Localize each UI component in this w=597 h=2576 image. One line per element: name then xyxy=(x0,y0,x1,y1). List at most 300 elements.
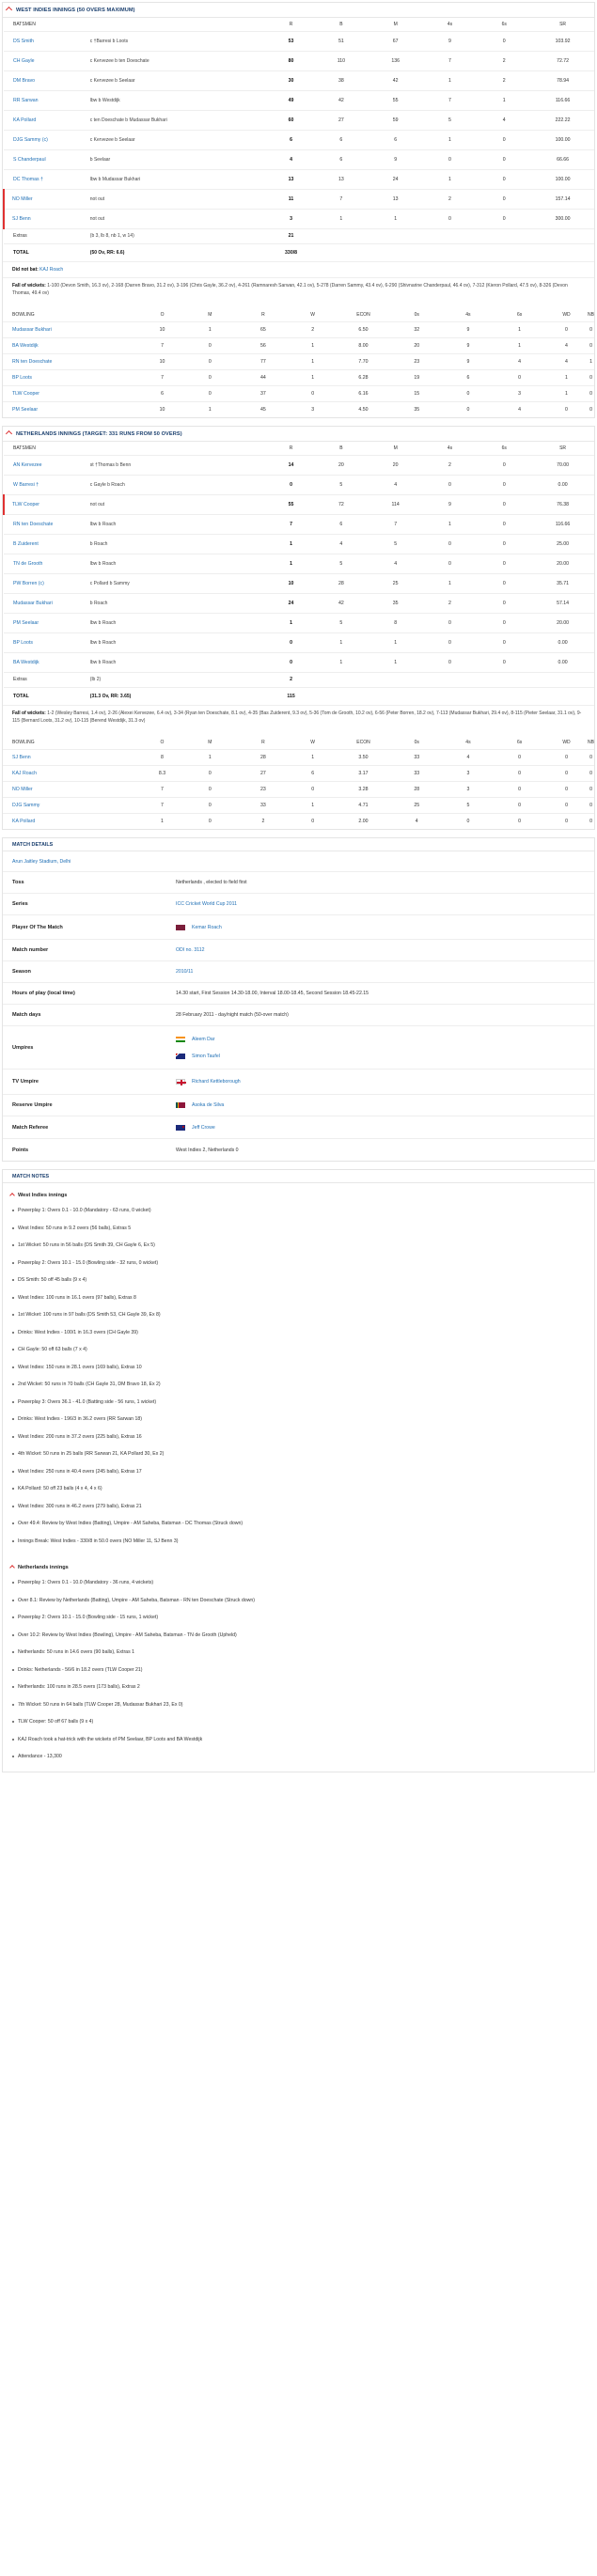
col-dots: 0s xyxy=(414,311,419,318)
batsman-name-link[interactable]: PM Seelaar xyxy=(4,613,90,632)
reserve-umpire-link[interactable]: Asoka de Silva xyxy=(192,1102,225,1108)
fow-label: Fall of wickets: xyxy=(12,710,46,716)
wickets-value: 0 xyxy=(290,813,336,829)
fours-value: 1 xyxy=(423,514,478,534)
fow-text: 1-100 (Devon Smith, 16.3 ov), 2-168 (Darren Bravo, 31.2 ov), 3-196 (Chris Gayle, 36.2 ov), 4-261 (Ramnaresh Sarwan, 42.1 ov), 5-278 (Darren Sammy, 43.4 ov), 6-290 (Shivnarine Chanderpaul, 46.4 ov), 7-312 (Kieron Pollard, 47.5 ov), 8-326 (Devon Thomas, 49.4 ov) xyxy=(12,283,568,296)
runs-value: 10 xyxy=(268,573,314,593)
england-flag-icon xyxy=(176,1079,185,1085)
ned-bowling-table xyxy=(3,308,594,417)
batsman-name-link[interactable]: S Chanderpaul xyxy=(4,149,90,169)
minutes-value: 9 xyxy=(369,149,423,169)
dismissal-text: b Roach xyxy=(90,534,268,554)
chevron-up-icon[interactable] xyxy=(6,7,12,13)
minutes-value: 59 xyxy=(369,110,423,130)
batsman-row xyxy=(4,554,594,573)
overs-value: 8.3 xyxy=(141,765,183,781)
runs-conceded-value: 44 xyxy=(237,369,291,385)
fours-value: 1 xyxy=(423,130,478,149)
strike-rate-value: 0.00 xyxy=(531,632,594,652)
sixes-value: 0 xyxy=(477,494,531,514)
wi-notes-list xyxy=(8,1202,585,1550)
minutes-value: 24 xyxy=(369,169,423,189)
dnb-player-link[interactable]: KAJ Roach xyxy=(39,267,64,273)
strike-rate-value: 157.14 xyxy=(531,189,594,209)
bowler-row xyxy=(3,797,594,813)
batsman-name-link[interactable]: NO Miller xyxy=(4,189,90,209)
extras-label: Extras xyxy=(4,672,90,687)
strike-rate-value: 25.00 xyxy=(531,534,594,554)
sixes-value: 0 xyxy=(477,130,531,149)
ned-fall-of-wickets xyxy=(3,705,594,728)
fours-value: 0 xyxy=(423,475,478,494)
west-indies-flag-icon xyxy=(176,925,185,930)
overs-value: 10 xyxy=(141,401,183,417)
wides-value: 4 xyxy=(545,337,588,353)
note-item: Attendance - 13,300 xyxy=(8,1748,585,1766)
dots-value: 25 xyxy=(391,797,443,813)
bowler-name-link[interactable]: BP Loots xyxy=(3,369,141,385)
maidens-value: 0 xyxy=(183,385,237,401)
runs-conceded-value: 27 xyxy=(237,765,291,781)
batsman-name-link[interactable]: TLW Cooper xyxy=(4,494,90,514)
india-flag-icon xyxy=(176,1037,185,1042)
fours-value: 0 xyxy=(423,149,478,169)
strike-rate-value: 78.94 xyxy=(531,70,594,90)
note-item: Powerplay 3: Overs 36.1 - 41.0 (Batting side - 56 runs, 1 wicket) xyxy=(8,1394,585,1412)
balls-value: 38 xyxy=(314,70,369,90)
col-strike-rate: SR xyxy=(559,21,567,27)
note-item: West Indies: 150 runs in 28.1 overs (169 balls), Extras 10 xyxy=(8,1359,585,1377)
ned-total-row xyxy=(4,687,594,705)
fours-value: 9 xyxy=(443,321,495,337)
bowling-header-row xyxy=(3,736,594,749)
sixes-value: 1 xyxy=(494,337,545,353)
bowler-row xyxy=(3,369,594,385)
batsman-name-link[interactable]: W Barresi † xyxy=(4,475,90,494)
wickets-value: 1 xyxy=(290,749,336,765)
maidens-value: 1 xyxy=(183,749,237,765)
batsman-name-link[interactable]: DM Bravo xyxy=(4,70,90,90)
runs-value: 0 xyxy=(268,632,314,652)
col-overs: O xyxy=(160,311,165,318)
strike-rate-value: 66.66 xyxy=(531,149,594,169)
noballs-value: 0 xyxy=(588,781,594,797)
dismissal-text: lbw b Roach xyxy=(90,632,268,652)
runs-value: 6 xyxy=(268,130,314,149)
sixes-value: 2 xyxy=(477,51,531,70)
batsman-row xyxy=(4,573,594,593)
season-label: Season xyxy=(12,969,31,975)
balls-value: 5 xyxy=(314,613,369,632)
strike-rate-value: 0.00 xyxy=(531,652,594,672)
economy-value: 6.16 xyxy=(336,385,391,401)
batsman-name-link[interactable]: TN de Grooth xyxy=(4,554,90,573)
wickets-value: 1 xyxy=(290,369,336,385)
ned-notes-toggle[interactable] xyxy=(8,1561,585,1574)
col-runs: R xyxy=(261,739,265,745)
bowler-name-link[interactable]: NO Miller xyxy=(3,781,141,797)
wi-fall-of-wickets xyxy=(3,277,594,301)
minutes-value: 25 xyxy=(369,573,423,593)
fours-value: 2 xyxy=(423,593,478,613)
ned-batting-header-row xyxy=(4,442,594,455)
ned-batting-table xyxy=(3,442,594,705)
fours-value: 0 xyxy=(443,401,495,417)
note-item: Powerplay 1: Overs 0.1 - 10.0 (Mandatory - 36 runs, 4 wickets) xyxy=(8,1574,585,1592)
season-link[interactable]: 2010/11 xyxy=(176,969,194,975)
runs-conceded-value: 65 xyxy=(237,321,291,337)
wi-innings-title: WEST INDIES INNINGS (50 OVERS MAXIMUM) xyxy=(16,7,135,13)
points-value: West Indies 2, Netherlands 0 xyxy=(176,1147,239,1153)
col-sixes: 6s xyxy=(501,21,507,27)
runs-value: 7 xyxy=(268,514,314,534)
note-item: Drinks: West Indies - 196/3 in 36.2 overs (RR Sarwan 18) xyxy=(8,1411,585,1429)
potm-link[interactable]: Kemar Roach xyxy=(192,924,222,930)
ned-innings-title: NETHERLANDS INNINGS (TARGET: 331 RUNS FROM 50 OVERS) xyxy=(16,430,182,437)
runs-value: 24 xyxy=(268,593,314,613)
bowler-name-link[interactable]: DJG Sammy xyxy=(3,797,141,813)
batsman-row xyxy=(4,130,594,149)
minutes-value: 4 xyxy=(369,554,423,573)
dismissal-text: c Pollard b Sammy xyxy=(90,573,268,593)
bowler-name-link[interactable]: KAJ Roach xyxy=(3,765,141,781)
fours-value: 0 xyxy=(443,813,495,829)
batsman-name-link[interactable]: RR Sarwan xyxy=(4,90,90,110)
batsman-name-link[interactable]: RN ten Doeschate xyxy=(4,514,90,534)
economy-value: 3.28 xyxy=(336,781,391,797)
col-batsmen: BATSMEN xyxy=(13,445,36,451)
balls-value: 1 xyxy=(314,209,369,228)
maidens-value: 0 xyxy=(183,337,237,353)
batsman-row xyxy=(4,149,594,169)
minutes-value: 4 xyxy=(369,475,423,494)
ned-notes-title: Netherlands innings xyxy=(18,1565,69,1570)
maidens-value: 0 xyxy=(183,797,237,813)
strike-rate-value: 0.00 xyxy=(531,475,594,494)
extras-value: 21 xyxy=(268,228,314,243)
runs-value: 49 xyxy=(268,90,314,110)
batsman-name-link[interactable]: CH Gayle xyxy=(4,51,90,70)
note-item: West Indies: 300 runs in 46.2 overs (279 balls), Extras 21 xyxy=(8,1498,585,1516)
umpires-row xyxy=(3,1026,594,1069)
dots-value: 28 xyxy=(391,781,443,797)
overs-value: 7 xyxy=(141,369,183,385)
wi-innings-header[interactable] xyxy=(3,3,594,18)
bowler-row xyxy=(3,337,594,353)
note-item: West Indies: 250 runs in 40.4 overs (245 balls), Extras 17 xyxy=(8,1463,585,1481)
minutes-value: 20 xyxy=(369,455,423,475)
referee-link[interactable]: Jeff Crowe xyxy=(192,1124,215,1131)
runs-value: 3 xyxy=(268,209,314,228)
match-days-value: 28 February 2011 - day/night match (50-over match) xyxy=(176,1012,289,1018)
batsman-row xyxy=(4,70,594,90)
sri-lanka-flag-icon xyxy=(176,1102,185,1108)
batsman-name-link[interactable]: PW Borren (c) xyxy=(4,573,90,593)
wickets-value: 6 xyxy=(290,765,336,781)
minutes-value: 1 xyxy=(369,652,423,672)
dismissal-text: not out xyxy=(90,494,268,514)
fours-value: 1 xyxy=(423,573,478,593)
dismissal-text: lbw b Roach xyxy=(90,514,268,534)
wi-extras-row xyxy=(4,228,594,243)
col-noballs: NB xyxy=(588,739,594,745)
sixes-value: 0 xyxy=(477,652,531,672)
dismissal-text: c Kervezee b Seelaar xyxy=(90,70,268,90)
series-link[interactable]: ICC Cricket World Cup 2011 xyxy=(176,901,237,907)
overs-value: 7 xyxy=(141,797,183,813)
minutes-value: 5 xyxy=(369,534,423,554)
batsman-name-link[interactable]: AN Kervezee xyxy=(4,455,90,475)
strike-rate-value: 116.66 xyxy=(531,514,594,534)
noballs-value: 0 xyxy=(588,813,594,829)
match-number-link[interactable]: ODI no. 3112 xyxy=(176,947,205,953)
bowler-row xyxy=(3,765,594,781)
batsman-row xyxy=(4,169,594,189)
batsman-name-link[interactable]: DJG Sammy (c) xyxy=(4,130,90,149)
chevron-up-icon[interactable] xyxy=(9,1565,15,1570)
bowler-name-link[interactable]: Mudassar Bukhari xyxy=(3,321,141,337)
sixes-value: 0 xyxy=(477,573,531,593)
potm-label: Player Of The Match xyxy=(12,924,63,930)
dismissal-text: lbw b Westdijk xyxy=(90,90,268,110)
noballs-value: 0 xyxy=(588,321,594,337)
batsman-row xyxy=(4,90,594,110)
economy-value: 4.71 xyxy=(336,797,391,813)
fours-value: 0 xyxy=(423,652,478,672)
col-dismissal xyxy=(90,442,268,455)
maidens-value: 0 xyxy=(183,369,237,385)
fours-value: 3 xyxy=(443,765,495,781)
venue-link[interactable]: Arun Jaitley Stadium, Delhi xyxy=(3,851,594,872)
points-row xyxy=(3,1139,594,1161)
col-wides: WD xyxy=(562,739,571,745)
note-item: West Indies: 50 runs in 9.2 overs (56 balls), Extras 5 xyxy=(8,1220,585,1238)
batsman-name-link[interactable]: SJ Benn xyxy=(4,209,90,228)
overs-value: 6 xyxy=(141,385,183,401)
fours-value: 1 xyxy=(423,169,478,189)
umpire-2-link[interactable]: Simon Taufel xyxy=(192,1053,220,1059)
note-item: DS Smith: 50 off 45 balls (9 x 4) xyxy=(8,1272,585,1289)
dismissal-text: not out xyxy=(90,189,268,209)
runs-value: 30 xyxy=(268,70,314,90)
bowler-row xyxy=(3,401,594,417)
dots-value: 4 xyxy=(391,813,443,829)
noballs-value: 0 xyxy=(588,337,594,353)
note-item: Over 10.2: Review by West Indies (Bowling), Umpire - AM Saheba, Batsman - TN de Grooth (Upheld) xyxy=(8,1627,585,1645)
col-runs: R xyxy=(289,445,293,451)
bowler-name-link[interactable]: RN ten Doeschate xyxy=(3,353,141,369)
balls-value: 6 xyxy=(314,514,369,534)
minutes-value: 67 xyxy=(369,31,423,51)
balls-value: 27 xyxy=(314,110,369,130)
dismissal-text: lbw b Mudassar Bukhari xyxy=(90,169,268,189)
note-item: Over 49.4: Review by West Indies (Batting), Umpire - AM Saheba, Batsman - DC Thomas (Struck down) xyxy=(8,1515,585,1533)
dismissal-text: not out xyxy=(90,209,268,228)
fours-value: 9 xyxy=(443,337,495,353)
dots-value: 23 xyxy=(391,353,443,369)
sixes-value: 0 xyxy=(477,514,531,534)
note-item: Powerplay 1: Overs 0.1 - 10.0 (Mandatory - 63 runs, 0 wicket) xyxy=(8,1202,585,1220)
balls-value: 6 xyxy=(314,149,369,169)
bowler-name-link[interactable]: TLW Cooper xyxy=(3,385,141,401)
wides-value: 0 xyxy=(545,765,588,781)
wickets-value: 1 xyxy=(290,337,336,353)
col-wides: WD xyxy=(562,311,571,318)
strike-rate-value: 57.14 xyxy=(531,593,594,613)
referee-label: Match Referee xyxy=(12,1124,49,1131)
series-label: Series xyxy=(12,901,28,907)
balls-value: 72 xyxy=(314,494,369,514)
toss-value: Netherlands , elected to field first xyxy=(176,880,247,885)
batsman-row xyxy=(4,475,594,494)
wides-value: 0 xyxy=(545,321,588,337)
chevron-up-icon[interactable] xyxy=(6,430,12,437)
strike-rate-value: 100.00 xyxy=(531,130,594,149)
dismissal-text: st †Thomas b Benn xyxy=(90,455,268,475)
series-row xyxy=(3,894,594,915)
runs-value: 0 xyxy=(268,652,314,672)
wi-batting-header-row xyxy=(4,18,594,31)
col-wickets: W xyxy=(310,311,316,318)
noballs-value: 0 xyxy=(588,401,594,417)
ned-innings-header[interactable] xyxy=(3,427,594,442)
batsman-row xyxy=(4,51,594,70)
runs-conceded-value: 23 xyxy=(237,781,291,797)
bowler-row xyxy=(3,321,594,337)
bowling-header-row xyxy=(3,308,594,321)
fours-value: 0 xyxy=(423,554,478,573)
dismissal-text: b Roach xyxy=(90,593,268,613)
dnb-label: Did not bat: xyxy=(12,267,39,273)
wickets-value: 1 xyxy=(290,353,336,369)
batsman-name-link[interactable]: B Zuiderent xyxy=(4,534,90,554)
reserve-umpire-row xyxy=(3,1095,594,1116)
overs-value: 1 xyxy=(141,813,183,829)
batsman-row xyxy=(4,593,594,613)
runs-value: 4 xyxy=(268,149,314,169)
sixes-value: 0 xyxy=(477,613,531,632)
fours-value: 0 xyxy=(423,534,478,554)
match-notes-card xyxy=(2,1169,595,1772)
maidens-value: 0 xyxy=(183,353,237,369)
col-maidens: M xyxy=(208,311,212,318)
note-item: 1st Wicket: 100 runs in 97 balls (DS Smith 53, CH Gayle 39, Ex 8) xyxy=(8,1306,585,1324)
note-item: 2nd Wicket: 50 runs in 70 balls (CH Gayle 31, DM Bravo 18, Ex 2) xyxy=(8,1376,585,1394)
wickets-value: 2 xyxy=(290,321,336,337)
runs-conceded-value: 77 xyxy=(237,353,291,369)
fours-value: 0 xyxy=(423,632,478,652)
total-detail: (31.3 Ov, RR: 3.65) xyxy=(90,687,268,705)
dismissal-text: c Kervezee b Seelaar xyxy=(90,130,268,149)
batsman-name-link[interactable]: KA Pollard xyxy=(4,110,90,130)
batsman-row xyxy=(4,514,594,534)
bowler-name-link[interactable]: KA Pollard xyxy=(3,813,141,829)
bowling-rows xyxy=(3,749,594,829)
wides-value: 1 xyxy=(545,369,588,385)
minutes-value: 55 xyxy=(369,90,423,110)
batsman-name-link[interactable]: DS Smith xyxy=(4,31,90,51)
batsman-name-link[interactable]: BA Westdijk xyxy=(4,652,90,672)
dismissal-text: c †Barresi b Loots xyxy=(90,31,268,51)
wi-bowling-table xyxy=(3,736,594,829)
batsman-row xyxy=(4,31,594,51)
note-item: Drinks: West Indies - 100/1 in 16.3 overs (CH Gayle 39) xyxy=(8,1324,585,1342)
col-dots: 0s xyxy=(414,739,419,745)
runs-conceded-value: 37 xyxy=(237,385,291,401)
bowler-name-link[interactable]: SJ Benn xyxy=(3,749,141,765)
note-item: Drinks: Netherlands - 56/6 in 18.2 overs (TLW Cooper 21) xyxy=(8,1662,585,1679)
economy-value: 6.28 xyxy=(336,369,391,385)
strike-rate-value: 222.22 xyxy=(531,110,594,130)
noballs-value: 0 xyxy=(588,749,594,765)
runs-value: 11 xyxy=(268,189,314,209)
note-item: 7th Wicket: 50 runs in 64 balls (TLW Cooper 28, Mudassar Bukhari 23, Ex 0) xyxy=(8,1696,585,1714)
bowler-name-link[interactable]: BA Westdijk xyxy=(3,337,141,353)
strike-rate-value: 100.00 xyxy=(531,169,594,189)
ned-notes-list xyxy=(8,1574,585,1766)
dots-value: 35 xyxy=(391,401,443,417)
dismissal-text: lbw b Roach xyxy=(90,652,268,672)
balls-value: 5 xyxy=(314,475,369,494)
bowler-name-link[interactable]: PM Seelaar xyxy=(3,401,141,417)
runs-conceded-value: 56 xyxy=(237,337,291,353)
runs-value: 55 xyxy=(268,494,314,514)
economy-value: 3.17 xyxy=(336,765,391,781)
col-fours: 4s xyxy=(447,21,453,27)
strike-rate-value: 35.71 xyxy=(531,573,594,593)
sixes-value: 4 xyxy=(477,110,531,130)
minutes-value: 6 xyxy=(369,130,423,149)
strike-rate-value: 72.72 xyxy=(531,51,594,70)
tv-umpire-link[interactable]: Richard Kettleborough xyxy=(192,1079,241,1085)
batsman-row xyxy=(4,652,594,672)
total-detail: (50 Ov, RR: 6.6) xyxy=(90,243,268,261)
batsman-name-link[interactable]: Mudassar Bukhari xyxy=(4,593,90,613)
umpire-1-link[interactable]: Aleem Dar xyxy=(192,1036,215,1042)
balls-value: 42 xyxy=(314,90,369,110)
fours-value: 9 xyxy=(443,353,495,369)
ned-batting-rows xyxy=(4,455,594,672)
economy-value: 8.00 xyxy=(336,337,391,353)
wickets-value: 1 xyxy=(290,797,336,813)
batsman-row xyxy=(4,534,594,554)
total-label: TOTAL xyxy=(4,243,90,261)
chevron-up-icon[interactable] xyxy=(9,1193,15,1198)
tv-umpire-row xyxy=(3,1069,594,1095)
wides-value: 1 xyxy=(545,385,588,401)
wides-value: 0 xyxy=(545,781,588,797)
wickets-value: 0 xyxy=(290,781,336,797)
overs-value: 7 xyxy=(141,781,183,797)
wi-notes-toggle[interactable] xyxy=(8,1189,585,1202)
strike-rate-value: 76.38 xyxy=(531,494,594,514)
col-fours: 4s xyxy=(465,739,471,745)
batsman-row xyxy=(4,494,594,514)
col-minutes: M xyxy=(393,445,398,451)
sixes-value: 0 xyxy=(477,455,531,475)
minutes-value: 1 xyxy=(369,209,423,228)
runs-conceded-value: 45 xyxy=(237,401,291,417)
batsman-name-link[interactable]: BP Loots xyxy=(4,632,90,652)
sixes-value: 0 xyxy=(477,31,531,51)
batsman-name-link[interactable]: DC Thomas † xyxy=(4,169,90,189)
noballs-value: 1 xyxy=(588,353,594,369)
economy-value: 4.50 xyxy=(336,401,391,417)
match-details-title: MATCH DETAILS xyxy=(3,838,594,851)
minutes-value: 7 xyxy=(369,514,423,534)
col-overs: O xyxy=(160,739,165,745)
wi-innings-card xyxy=(2,2,595,418)
